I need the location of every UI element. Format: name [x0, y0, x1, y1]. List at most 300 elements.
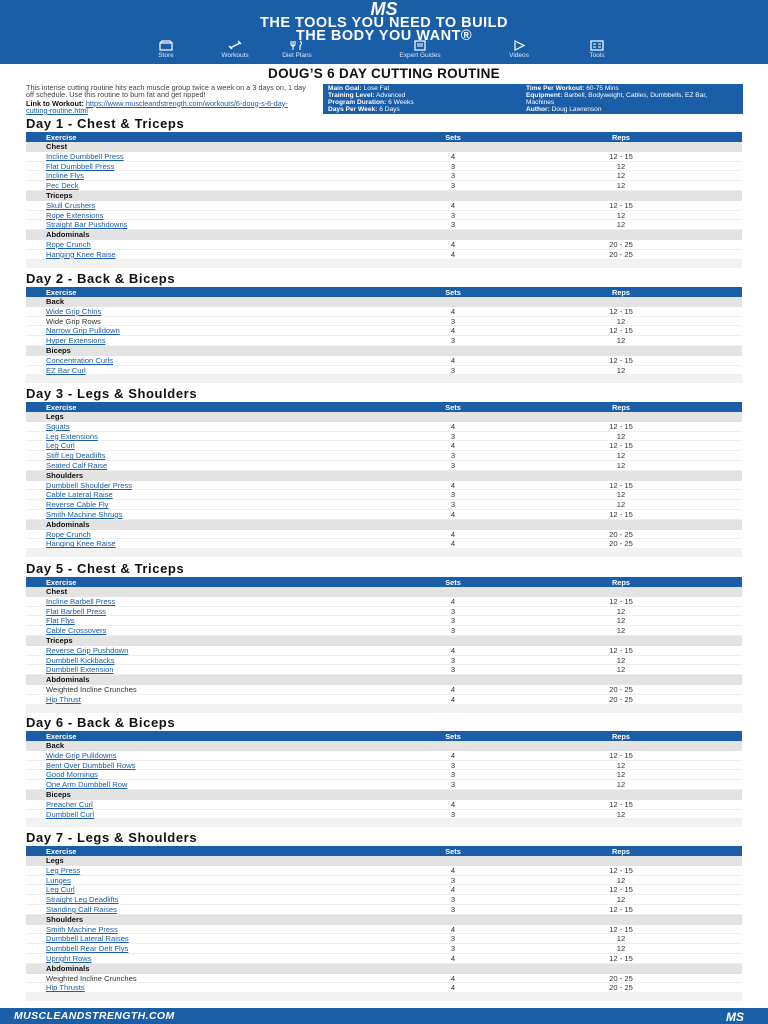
- exercise-link[interactable]: Seated Calf Raise: [46, 460, 108, 470]
- table-header: [26, 402, 742, 412]
- nav-store[interactable]: [131, 40, 201, 59]
- table-header: [26, 846, 742, 856]
- header-sets: Sets: [445, 288, 461, 297]
- table-row: [26, 181, 742, 191]
- info-training-level-value: Advanced: [376, 91, 406, 99]
- exercise-link[interactable]: Reverse Cable Fly: [46, 500, 109, 510]
- table-footer: [26, 705, 742, 713]
- reps-value: 12 - 15: [609, 421, 633, 431]
- info-program-duration-value: 6 Weeks: [388, 98, 414, 106]
- exercise-name: Weighted Incline Crunches: [46, 973, 137, 983]
- sets-value: 4: [450, 326, 456, 336]
- sets-value: 4: [450, 355, 456, 365]
- page-title: DOUG’S 6 DAY CUTTING ROUTINE: [268, 66, 500, 81]
- reps-value: 12: [616, 944, 626, 954]
- table-row: [26, 695, 742, 705]
- exercise-link[interactable]: Cable Crossovers: [46, 626, 107, 636]
- sets-value: 3: [450, 904, 456, 914]
- table-row: [26, 616, 742, 626]
- exercise-link[interactable]: Good Mornings: [46, 770, 98, 780]
- exercise-link[interactable]: Smith Machine Press: [46, 924, 118, 934]
- reps-value: 12 - 15: [609, 441, 633, 451]
- table-row: [26, 336, 742, 346]
- day-title: Day 3 - Legs & Shoulders: [26, 386, 198, 401]
- table-row: [26, 307, 742, 317]
- sets-value: 4: [450, 239, 456, 249]
- reps-value: 20 - 25: [609, 249, 633, 259]
- svg-text:MS: MS: [370, 0, 398, 18]
- sets-value: 3: [450, 171, 456, 181]
- info-program-duration-label: Program Duration:: [328, 98, 387, 106]
- guide-icon: [413, 40, 427, 51]
- exercise-link[interactable]: Lunges: [46, 875, 71, 885]
- sets-value: 4: [450, 799, 456, 809]
- reps-value: 12 - 15: [609, 200, 633, 210]
- exercise-link[interactable]: EZ Bar Curl: [46, 365, 86, 375]
- table-row: [26, 162, 742, 172]
- exercise-link[interactable]: Straight Leg Deadlifts: [46, 895, 119, 905]
- sets-value: 4: [450, 924, 456, 934]
- table-header: [26, 731, 742, 741]
- day-section: [26, 387, 742, 557]
- muscle-group-label: Abdominals: [26, 675, 742, 685]
- table-row: [26, 685, 742, 695]
- info-equipment: [526, 93, 726, 107]
- header-sets: Sets: [445, 847, 461, 856]
- table-row: [26, 366, 742, 376]
- table-row: [26, 220, 742, 230]
- sets-value: 4: [450, 694, 456, 704]
- info-main-goal-value: Lose Fat: [363, 85, 390, 92]
- sets-value: 4: [450, 645, 456, 655]
- info-time-per-workout-label: Time Per Workout:: [526, 85, 585, 92]
- table-row: [26, 810, 742, 820]
- sets-value: 3: [450, 616, 456, 626]
- sets-value: 4: [450, 529, 456, 539]
- exercise-link[interactable]: Dumbbell Curl: [46, 809, 95, 819]
- info-days-per-week: [328, 107, 528, 114]
- reps-value: 12: [616, 500, 626, 510]
- exercise-link[interactable]: Wide Grip Pulldowns: [46, 750, 117, 760]
- info-author: [526, 107, 726, 114]
- exercise-link[interactable]: Hanging Knee Raise: [46, 539, 116, 549]
- table-row: [26, 905, 742, 915]
- table-row: [26, 597, 742, 607]
- muscle-group-label: Biceps: [26, 346, 742, 356]
- sets-value: 3: [450, 451, 456, 461]
- reps-value: 12: [616, 451, 626, 461]
- table-row: [26, 944, 742, 954]
- reps-value: 12 - 15: [609, 480, 633, 490]
- footer-ms-logo-icon[interactable]: [718, 1010, 752, 1022]
- sets-value: 3: [450, 665, 456, 675]
- exercise-link[interactable]: Pec Deck: [46, 181, 79, 191]
- table-footer: [26, 819, 742, 827]
- day-section: [26, 272, 742, 383]
- table-row: [26, 751, 742, 761]
- reps-value: 12: [616, 606, 626, 616]
- exercise-name: Weighted Incline Crunches: [46, 684, 137, 694]
- exercise-link[interactable]: Rope Crunch: [46, 529, 91, 539]
- sets-value: 3: [450, 220, 456, 230]
- exercise-link[interactable]: Dumbbell Kickbacks: [46, 655, 115, 665]
- reps-value: 12 - 15: [609, 799, 633, 809]
- table-footer: [26, 549, 742, 557]
- muscle-group-label: Triceps: [26, 636, 742, 646]
- sets-value: 3: [450, 934, 456, 944]
- day-section: [26, 562, 742, 713]
- muscle-group-label: Chest: [26, 587, 742, 597]
- header-reps: Reps: [611, 578, 631, 587]
- muscle-group-label: Shoulders: [26, 471, 742, 481]
- table-row: [26, 441, 742, 451]
- exercise-link[interactable]: Flat Flys: [46, 616, 75, 626]
- exercise-link[interactable]: One Arm Dumbbell Row: [46, 780, 128, 790]
- table-row: [26, 983, 742, 993]
- reps-value: 20 - 25: [609, 539, 633, 549]
- header-reps: Reps: [611, 847, 631, 856]
- sets-value: 3: [450, 210, 456, 220]
- nav-tools[interactable]: [562, 40, 632, 59]
- reps-value: 20 - 25: [609, 529, 633, 539]
- sets-value: 4: [450, 983, 456, 993]
- info-author-value: Doug Lawrenson: [551, 105, 602, 113]
- exercise-link[interactable]: Standing Calf Raises: [46, 904, 117, 914]
- reps-value: 12 - 15: [609, 924, 633, 934]
- day-title: Day 5 - Chest & Triceps: [26, 561, 185, 576]
- nav-bar: [0, 40, 768, 62]
- exercise-link[interactable]: Squats: [46, 421, 70, 431]
- table-footer: [26, 260, 742, 268]
- muscle-group-label: Abdominals: [26, 520, 742, 530]
- nav-workouts[interactable]: [200, 40, 270, 59]
- intro-text: This intense cutting routine hits each muscle group twice a week on a 3 days on, 1 day off schedule. Use this routine to burn fat and get ripped!: [26, 83, 306, 100]
- exercise-link[interactable]: Rope Extensions: [46, 210, 104, 220]
- sets-value: 3: [450, 895, 456, 905]
- info-time-per-workout-value: 60-75 Mins: [586, 85, 619, 92]
- sets-value: 3: [450, 365, 456, 375]
- exercise-link[interactable]: Cable Lateral Raise: [46, 490, 113, 500]
- nav-tools-label: Tools: [589, 52, 605, 59]
- day-title: Day 1 - Chest & Triceps: [26, 116, 185, 131]
- sets-value: 3: [450, 431, 456, 441]
- intro-block: [26, 84, 311, 114]
- sets-value: 4: [450, 306, 456, 316]
- reps-value: 12: [616, 760, 626, 770]
- table-row: [26, 539, 742, 549]
- sets-value: 4: [450, 441, 456, 451]
- header-reps: Reps: [611, 403, 631, 412]
- sets-value: 4: [450, 421, 456, 431]
- header-reps: Reps: [611, 732, 631, 741]
- reps-value: 12: [616, 460, 626, 470]
- exercise-link[interactable]: Leg Curl: [46, 885, 75, 895]
- info-equipment-label: Equipment:: [526, 91, 563, 99]
- exercise-link[interactable]: Dumbbell Lateral Raises: [46, 934, 129, 944]
- exercise-link[interactable]: Dumbbell Extension: [46, 665, 114, 675]
- table-row: [26, 356, 742, 366]
- nav-expert-guides[interactable]: [385, 40, 455, 59]
- header-sets: Sets: [445, 732, 461, 741]
- reps-value: 12: [616, 626, 626, 636]
- exercise-link[interactable]: Narrow Grip Pulldown: [46, 326, 120, 336]
- exercise-link[interactable]: Leg Curl: [46, 441, 75, 451]
- table-row: [26, 770, 742, 780]
- muscle-group-label: Legs: [26, 856, 742, 866]
- header-exercise: Exercise: [46, 403, 77, 412]
- sets-value: 3: [450, 161, 456, 171]
- exercise-link[interactable]: Straight Bar Pushdowns: [46, 220, 128, 230]
- nav-workouts-label: Workouts: [221, 52, 249, 59]
- reps-value: 12: [616, 316, 626, 326]
- exercise-link[interactable]: Incline Barbell Press: [46, 596, 116, 606]
- sets-value: 4: [450, 865, 456, 875]
- exercise-link[interactable]: Hanging Knee Raise: [46, 249, 116, 259]
- reps-value: 12 - 15: [609, 865, 633, 875]
- reps-value: 12: [616, 161, 626, 171]
- table-row: [26, 211, 742, 221]
- nav-diet-plans-label: Diet Plans: [282, 52, 312, 59]
- play-icon: [512, 40, 526, 51]
- exercise-link[interactable]: Wide Grip Chins: [46, 306, 102, 316]
- nav-videos[interactable]: [484, 40, 554, 59]
- header-exercise: Exercise: [46, 133, 77, 142]
- header-sets: Sets: [445, 578, 461, 587]
- exercise-link[interactable]: Dumbbell Shoulder Press: [46, 480, 133, 490]
- table-header: [26, 287, 742, 297]
- sets-value: 4: [450, 200, 456, 210]
- muscle-group-label: Triceps: [26, 191, 742, 201]
- info-main-goal-label: Main Goal:: [328, 85, 362, 92]
- exercise-link[interactable]: Rope Crunch: [46, 239, 91, 249]
- exercise-link[interactable]: Reverse Grip Pushdown: [46, 645, 129, 655]
- table-row: [26, 607, 742, 617]
- exercise-link[interactable]: Dumbbell Rear Delt Flys: [46, 944, 129, 954]
- table-row: [26, 250, 742, 260]
- table-row: [26, 171, 742, 181]
- reps-value: 20 - 25: [609, 973, 633, 983]
- info-col-right: [526, 86, 726, 114]
- header-exercise: Exercise: [46, 732, 77, 741]
- table-row: [26, 800, 742, 810]
- reps-value: 12 - 15: [609, 885, 633, 895]
- tagline-line-1: THE TOOLS YOU NEED TO BUILD: [260, 15, 508, 31]
- exercise-link[interactable]: Bent Over Dumbbell Rows: [46, 760, 136, 770]
- sets-value: 4: [450, 480, 456, 490]
- sets-value: 3: [450, 760, 456, 770]
- header-banner: [0, 0, 768, 64]
- table-row: [26, 934, 742, 944]
- sets-value: 3: [450, 336, 456, 346]
- header-exercise: Exercise: [46, 288, 77, 297]
- table-footer: [26, 375, 742, 383]
- exercise-link[interactable]: Flat Dumbbell Press: [46, 161, 115, 171]
- header-sets: Sets: [445, 403, 461, 412]
- table-row: [26, 885, 742, 895]
- table-row: [26, 626, 742, 636]
- nav-videos-label: Videos: [509, 52, 529, 59]
- table-row: [26, 152, 742, 162]
- table-row: [26, 665, 742, 675]
- table-row: [26, 461, 742, 471]
- day-section: [26, 716, 742, 827]
- muscle-group-label: Back: [26, 741, 742, 751]
- table-row: [26, 510, 742, 520]
- sets-value: 4: [450, 596, 456, 606]
- exercise-link[interactable]: Preacher Curl: [46, 799, 93, 809]
- table-row: [26, 422, 742, 432]
- table-row: [26, 761, 742, 771]
- info-equipment-value: Barbell, Bodyweight, Cables, Dumbbells, EZ Bar, Machines: [526, 91, 708, 106]
- table-row: [26, 201, 742, 211]
- table-header: [26, 577, 742, 587]
- muscle-group-label: Legs: [26, 412, 742, 422]
- sets-value: 3: [450, 460, 456, 470]
- day-title: Day 2 - Back & Biceps: [26, 271, 176, 286]
- table-row: [26, 490, 742, 500]
- table-row: [26, 866, 742, 876]
- reps-value: 12 - 15: [609, 596, 633, 606]
- muscle-group-label: Abdominals: [26, 964, 742, 974]
- header-reps: Reps: [611, 288, 631, 297]
- table-row: [26, 780, 742, 790]
- svg-text:MS: MS: [726, 1010, 744, 1022]
- sets-value: 3: [450, 770, 456, 780]
- reps-value: 12: [616, 895, 626, 905]
- reps-value: 12: [616, 181, 626, 191]
- workout-link-label: Link to Workout:: [26, 98, 84, 108]
- table-footer: [26, 993, 742, 1001]
- table-row: [26, 925, 742, 935]
- exercise-link[interactable]: Smith Machine Shrugs: [46, 509, 123, 519]
- muscle-group-label: Abdominals: [26, 230, 742, 240]
- exercise-link[interactable]: Hyper Extensions: [46, 336, 106, 346]
- reps-value: 12: [616, 655, 626, 665]
- sets-value: 4: [450, 953, 456, 963]
- reps-value: 20 - 25: [609, 694, 633, 704]
- sets-value: 4: [450, 509, 456, 519]
- tagline-line-2: THE BODY YOU WANT®: [295, 28, 473, 44]
- reps-value: 12 - 15: [609, 355, 633, 365]
- exercise-link[interactable]: Concentration Curls: [46, 355, 114, 365]
- workout-link-row: [26, 100, 311, 115]
- sets-value: 4: [450, 750, 456, 760]
- store-icon: [159, 40, 173, 51]
- day-title: Day 7 - Legs & Shoulders: [26, 830, 198, 845]
- dumbbell-icon: [228, 40, 242, 51]
- reps-value: 12: [616, 490, 626, 500]
- reps-value: 12 - 15: [609, 750, 633, 760]
- reps-value: 12: [616, 365, 626, 375]
- sets-value: 3: [450, 606, 456, 616]
- reps-value: 12 - 15: [609, 904, 633, 914]
- table-row: [26, 432, 742, 442]
- footer-site-link[interactable]: MUSCLEANDSTRENGTH.COM: [14, 1010, 175, 1022]
- exercise-name: Wide Grip Rows: [46, 316, 101, 326]
- exercise-link[interactable]: Upright Rows: [46, 953, 92, 963]
- reps-value: 12: [616, 336, 626, 346]
- nav-store-label: Store: [158, 52, 174, 59]
- table-row: [26, 646, 742, 656]
- exercise-link[interactable]: Leg Extensions: [46, 431, 98, 441]
- reps-value: 12: [616, 220, 626, 230]
- reps-value: 20 - 25: [609, 239, 633, 249]
- sets-value: 4: [450, 539, 456, 549]
- nav-diet-plans[interactable]: [262, 40, 332, 59]
- exercise-link[interactable]: Incline Flys: [46, 171, 84, 181]
- table-header: [26, 132, 742, 142]
- reps-value: 12 - 15: [609, 645, 633, 655]
- reps-value: 12 - 15: [609, 953, 633, 963]
- header-sets: Sets: [445, 133, 461, 142]
- table-row: [26, 317, 742, 327]
- sets-value: 3: [450, 626, 456, 636]
- reps-value: 12 - 15: [609, 151, 633, 161]
- reps-value: 12: [616, 770, 626, 780]
- reps-value: 12: [616, 934, 626, 944]
- reps-value: 12: [616, 171, 626, 181]
- exercise-link[interactable]: Hip Thrusts: [46, 983, 85, 993]
- table-row: [26, 240, 742, 250]
- reps-value: 20 - 25: [609, 983, 633, 993]
- exercise-link[interactable]: Skull Crushers: [46, 200, 96, 210]
- sets-value: 3: [450, 316, 456, 326]
- sets-value: 4: [450, 684, 456, 694]
- sets-value: 4: [450, 249, 456, 259]
- info-box: [323, 84, 743, 114]
- exercise-link[interactable]: Stiff Leg Deadlifts: [46, 451, 106, 461]
- workout-link[interactable]: https://www.muscleandstrength.com/workouts/6-doug-s-6-day-cutting-routine.html: [26, 98, 288, 115]
- table-row: [26, 481, 742, 491]
- table-row: [26, 656, 742, 666]
- diet-icon: [290, 40, 304, 51]
- sets-value: 3: [450, 944, 456, 954]
- reps-value: 12 - 15: [609, 306, 633, 316]
- reps-value: 20 - 25: [609, 684, 633, 694]
- reps-value: 12: [616, 431, 626, 441]
- table-row: [26, 895, 742, 905]
- exercise-link[interactable]: Flat Barbell Press: [46, 606, 106, 616]
- reps-value: 12: [616, 616, 626, 626]
- header-exercise: Exercise: [46, 847, 77, 856]
- reps-value: 12: [616, 809, 626, 819]
- sets-value: 3: [450, 181, 456, 191]
- exercise-link[interactable]: Hip Thrust: [46, 694, 81, 704]
- table-row: [26, 530, 742, 540]
- sets-value: 3: [450, 875, 456, 885]
- reps-value: 12: [616, 780, 626, 790]
- table-row: [26, 451, 742, 461]
- exercise-link[interactable]: Incline Dumbbell Press: [46, 151, 124, 161]
- reps-value: 12: [616, 665, 626, 675]
- info-col-left: [328, 86, 528, 114]
- sets-value: 4: [450, 885, 456, 895]
- day-title: Day 6 - Back & Biceps: [26, 715, 176, 730]
- sets-value: 4: [450, 973, 456, 983]
- muscle-group-label: Back: [26, 297, 742, 307]
- exercise-link[interactable]: Leg Press: [46, 865, 81, 875]
- header-reps: Reps: [611, 133, 631, 142]
- info-training-level-label: Training Level:: [328, 91, 375, 99]
- sets-value: 3: [450, 490, 456, 500]
- day-section: [26, 831, 742, 1001]
- info-days-per-week-value: 6 Days: [379, 105, 400, 113]
- header-exercise: Exercise: [46, 578, 77, 587]
- sets-value: 3: [450, 780, 456, 790]
- sets-value: 4: [450, 151, 456, 161]
- reps-value: 12: [616, 875, 626, 885]
- sets-value: 3: [450, 809, 456, 819]
